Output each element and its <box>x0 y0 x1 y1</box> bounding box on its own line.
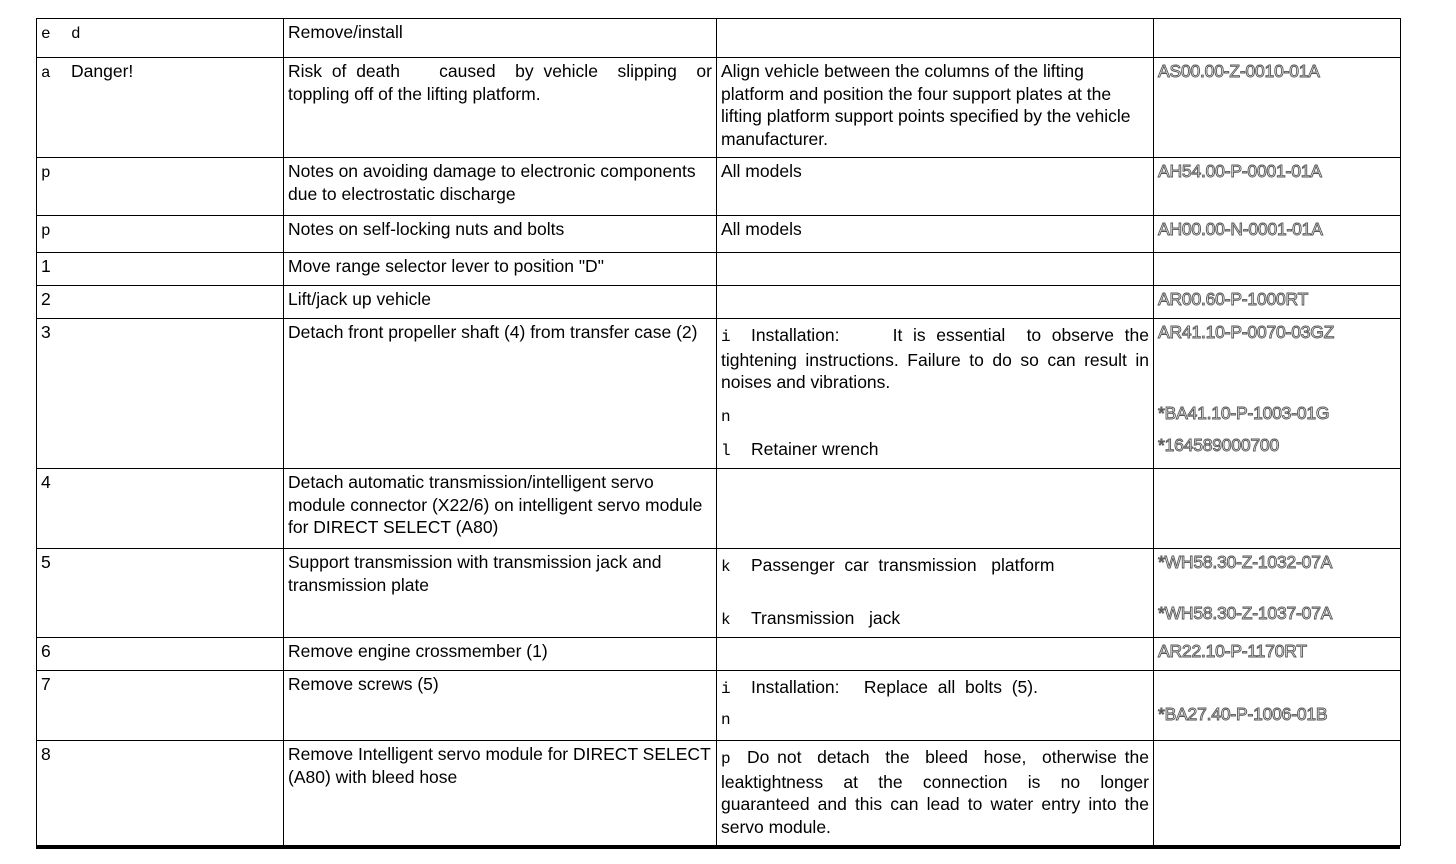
table-row <box>37 319 1401 469</box>
step-number: 6 <box>37 638 284 671</box>
tightening-symbol: n <box>721 710 731 729</box>
note-symbol: p <box>41 222 51 240</box>
reference-cell: AS00.00-Z-0010-01A <box>1154 58 1401 158</box>
notes-cell <box>717 319 1154 469</box>
step-cell <box>37 19 284 58</box>
procedure-table <box>36 18 1401 846</box>
tool-label: Retainer wrench <box>751 439 879 459</box>
table-row <box>37 469 1401 549</box>
tightening-symbol: n <box>721 407 731 426</box>
notes-cell <box>717 469 1154 549</box>
reference-cell: AR22.10-P-1170RT <box>1154 638 1401 671</box>
table-row <box>37 216 1401 253</box>
notes-cell <box>717 671 1154 741</box>
reference-cell <box>1154 19 1401 58</box>
note-symbol: p <box>41 164 51 182</box>
notes-cell <box>717 286 1154 319</box>
step-number: 1 <box>37 253 284 286</box>
info-symbol: i <box>721 328 731 346</box>
notes-cell <box>717 741 1154 846</box>
notes-cell: All models <box>717 158 1154 216</box>
bottom-rule <box>36 846 1400 849</box>
installation-note: Installation: It is essential to observe the tightening instructions. Failure to do so can result in noises and vibrations. <box>721 325 1154 392</box>
warning-note: Do not detach the bleed hose, otherwise the leaktightness at the connection is no longer guaranteed and this can lead to water entry into the servo module. <box>721 747 1154 837</box>
step-number: 8 <box>37 741 284 846</box>
reference-cell <box>1154 319 1401 469</box>
notes-cell <box>717 253 1154 286</box>
operation-cell: Lift/jack up vehicle <box>284 286 717 319</box>
notes-cell <box>717 549 1154 638</box>
step-number: 7 <box>37 671 284 741</box>
reference-cell <box>1154 549 1401 638</box>
operation-cell: Detach front propeller shaft (4) from transfer case (2) <box>284 319 717 469</box>
reference-cell: AH54.00-P-0001-01A <box>1154 158 1401 216</box>
table-row <box>37 286 1401 319</box>
operation-cell: Notes on avoiding damage to electronic components due to electrostatic discharge <box>284 158 717 216</box>
reference-code: *WH58.30-Z-1032-07A <box>1158 552 1333 572</box>
operation-cell: Remove engine crossmember (1) <box>284 638 717 671</box>
tool-symbol: k <box>721 610 731 629</box>
table-row <box>37 158 1401 216</box>
operation-cell: Detach automatic transmission/intelligent servo module connector (X22/6) on intelligent servo module for DIRECT SELECT (A80) <box>284 469 717 549</box>
notes-cell: All models <box>717 216 1154 253</box>
operation-cell: Remove/install <box>284 19 717 58</box>
tool-label: Passenger car transmission platform <box>751 555 1055 575</box>
tool-symbol: l <box>721 442 731 460</box>
table-row <box>37 19 1401 58</box>
operation-cell: Remove screws (5) <box>284 671 717 741</box>
reference-cell: AR00.60-P-1000RT <box>1154 286 1401 319</box>
step-number: 2 <box>37 286 284 319</box>
tool-label: Transmission jack <box>751 607 901 628</box>
table-row <box>37 58 1401 158</box>
reference-cell <box>1154 741 1401 846</box>
table-row <box>37 638 1401 671</box>
installation-note: Installation: Replace all bolts (5). <box>751 677 1038 697</box>
symbol-glyph: d <box>71 25 81 43</box>
step-cell <box>37 158 284 216</box>
reference-code: *BA41.10-P-1003-01G <box>1158 402 1330 423</box>
reference-cell <box>1154 671 1401 741</box>
operation-cell: Remove Intelligent servo module for DIRECT SELECT (A80) with bleed hose <box>284 741 717 846</box>
operation-cell: Support transmission with transmission jack and transmission plate <box>284 549 717 638</box>
step-number: 4 <box>37 469 284 549</box>
reference-code: *WH58.30-Z-1037-07A <box>1158 602 1333 623</box>
table-row <box>37 253 1401 286</box>
reference-cell: AH00.00-N-0001-01A <box>1154 216 1401 253</box>
table-row <box>37 741 1401 846</box>
reference-code: *164589000700 <box>1158 435 1280 455</box>
operation-cell: Move range selector lever to position "D" <box>284 253 717 286</box>
step-number: 3 <box>37 319 284 469</box>
notes-cell: Align vehicle between the columns of the lifting platform and position the four support plates at the lifting platform support points specified by the vehicle manufacturer. <box>717 58 1154 158</box>
reference-code: *BA27.40-P-1006-01B <box>1158 704 1328 724</box>
step-cell <box>37 216 284 253</box>
notes-cell <box>717 19 1154 58</box>
step-number: 5 <box>37 549 284 638</box>
reference-code: AR41.10-P-0070-03GZ <box>1158 322 1335 342</box>
operation-cell: Risk of death caused by vehicle slipping or toppling off of the lifting platform. <box>284 58 717 158</box>
table-row <box>37 671 1401 741</box>
step-cell <box>37 58 284 158</box>
note-symbol: p <box>721 750 731 768</box>
table-row <box>37 549 1401 638</box>
reference-cell <box>1154 469 1401 549</box>
reference-cell <box>1154 253 1401 286</box>
danger-label: Danger! <box>71 61 134 81</box>
tool-symbol: k <box>721 558 731 576</box>
danger-symbol: a <box>41 64 51 82</box>
notes-cell <box>717 638 1154 671</box>
info-symbol: i <box>721 680 731 698</box>
operation-cell: Notes on self-locking nuts and bolts <box>284 216 717 253</box>
symbol-glyph: e <box>41 25 51 43</box>
